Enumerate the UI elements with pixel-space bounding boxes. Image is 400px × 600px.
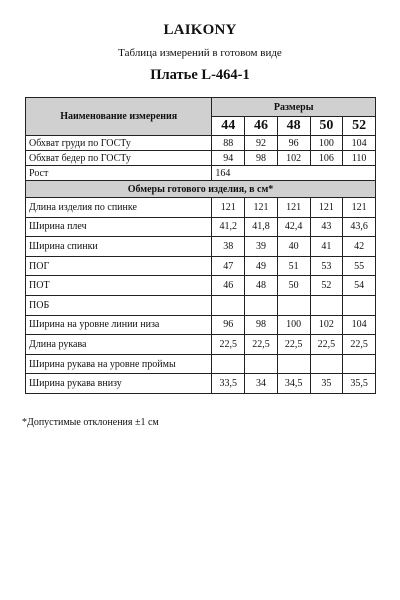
size-column-header: 52 — [343, 117, 376, 136]
measurement-value: 33,5 — [212, 374, 245, 394]
measurement-value — [310, 295, 343, 315]
measurement-value: 48 — [245, 276, 278, 296]
measurement-label: ПОГ — [26, 256, 212, 276]
measurement-value: 47 — [212, 256, 245, 276]
measurement-label: Ширина спинки — [26, 237, 212, 257]
size-column-header: 44 — [212, 117, 245, 136]
measurement-value: 121 — [212, 198, 245, 218]
measurement-value: 92 — [245, 136, 278, 151]
measurement-value: 121 — [277, 198, 310, 218]
garment-section-title: Обмеры готового изделия, в см* — [26, 181, 376, 198]
measurement-value: 55 — [343, 256, 376, 276]
measurement-value: 121 — [343, 198, 376, 218]
sizes-header: Размеры — [212, 98, 376, 117]
table-row — [26, 256, 376, 276]
measurement-value: 94 — [212, 151, 245, 166]
measurement-value: 43,6 — [343, 217, 376, 237]
measurement-value: 22,5 — [277, 335, 310, 355]
measurement-label: ПОТ — [26, 276, 212, 296]
measurement-value — [310, 354, 343, 374]
table-header-row — [26, 98, 376, 117]
measurement-label: Ширина рукава на уровне проймы — [26, 354, 212, 374]
measurement-value: 100 — [310, 136, 343, 151]
measurement-value — [245, 354, 278, 374]
measurement-value: 40 — [277, 237, 310, 257]
measurement-value — [343, 295, 376, 315]
measurement-value: 54 — [343, 276, 376, 296]
measurement-value: 35,5 — [343, 374, 376, 394]
table-row — [26, 217, 376, 237]
measurement-value: 121 — [310, 198, 343, 218]
measurement-value: 88 — [212, 136, 245, 151]
measurement-value — [245, 295, 278, 315]
height-value: 164 — [212, 166, 376, 181]
size-table-body — [26, 98, 376, 394]
table-row — [26, 136, 376, 151]
measurement-value: 106 — [310, 151, 343, 166]
measurement-value — [343, 354, 376, 374]
measurement-label: Обхват бедер по ГОСТу — [26, 151, 212, 166]
size-table — [25, 97, 376, 394]
table-row — [26, 335, 376, 355]
measurement-value: 46 — [212, 276, 245, 296]
measurement-value — [212, 354, 245, 374]
measurement-value: 22,5 — [245, 335, 278, 355]
measurement-value: 53 — [310, 256, 343, 276]
measurement-value: 22,5 — [212, 335, 245, 355]
measurement-value — [277, 354, 310, 374]
measurement-value — [277, 295, 310, 315]
model-title: Платье L-464-1 — [150, 67, 250, 83]
tolerance-footnote: *Допустимые отклонения ±1 см — [22, 417, 159, 428]
measurement-value: 41,2 — [212, 217, 245, 237]
measurement-label: Длина рукава — [26, 335, 212, 355]
table-row — [26, 315, 376, 335]
measurement-value: 43 — [310, 217, 343, 237]
measurement-value: 41 — [310, 237, 343, 257]
measurement-value: 42 — [343, 237, 376, 257]
measurement-value: 104 — [343, 136, 376, 151]
measurement-value: 38 — [212, 237, 245, 257]
measurement-value: 42,4 — [277, 217, 310, 237]
measurement-value: 22,5 — [310, 335, 343, 355]
measurement-value: 22,5 — [343, 335, 376, 355]
brand-title: LAIKONY — [163, 22, 237, 38]
measurement-value: 49 — [245, 256, 278, 276]
measurement-label: Обхват груди по ГОСТу — [26, 136, 212, 151]
measurement-value: 50 — [277, 276, 310, 296]
measurement-value: 102 — [310, 315, 343, 335]
measurement-label: Ширина на уровне линии низа — [26, 315, 212, 335]
table-row — [26, 151, 376, 166]
section-header-row — [26, 181, 376, 198]
measurement-value: 98 — [245, 151, 278, 166]
measurement-value: 104 — [343, 315, 376, 335]
measurement-value: 35 — [310, 374, 343, 394]
measurement-value: 96 — [212, 315, 245, 335]
table-row — [26, 237, 376, 257]
measurement-value: 98 — [245, 315, 278, 335]
table-row — [26, 276, 376, 296]
measurement-label: Ширина рукава внизу — [26, 374, 212, 394]
measurement-value: 52 — [310, 276, 343, 296]
measurement-value: 34 — [245, 374, 278, 394]
measurement-label: Ширина плеч — [26, 217, 212, 237]
measurement-label: Длина изделия по спинке — [26, 198, 212, 218]
measurement-value: 51 — [277, 256, 310, 276]
measurement-value: 34,5 — [277, 374, 310, 394]
height-row — [26, 166, 376, 181]
measurement-value: 121 — [245, 198, 278, 218]
measurement-label: Рост — [26, 166, 212, 181]
measurement-name-header: Наименование измерения — [26, 98, 212, 136]
table-row — [26, 374, 376, 394]
table-row — [26, 295, 376, 315]
measurement-value: 96 — [277, 136, 310, 151]
measurement-value: 110 — [343, 151, 376, 166]
measurement-value: 102 — [277, 151, 310, 166]
table-row — [26, 354, 376, 374]
measurement-value — [212, 295, 245, 315]
document-subtitle: Таблица измерений в готовом виде — [118, 47, 282, 59]
measurement-label: ПОБ — [26, 295, 212, 315]
measurement-value: 100 — [277, 315, 310, 335]
size-column-header: 46 — [245, 117, 278, 136]
size-column-header: 50 — [310, 117, 343, 136]
table-row — [26, 198, 376, 218]
measurement-value: 41,8 — [245, 217, 278, 237]
measurement-value: 39 — [245, 237, 278, 257]
size-column-header: 48 — [277, 117, 310, 136]
